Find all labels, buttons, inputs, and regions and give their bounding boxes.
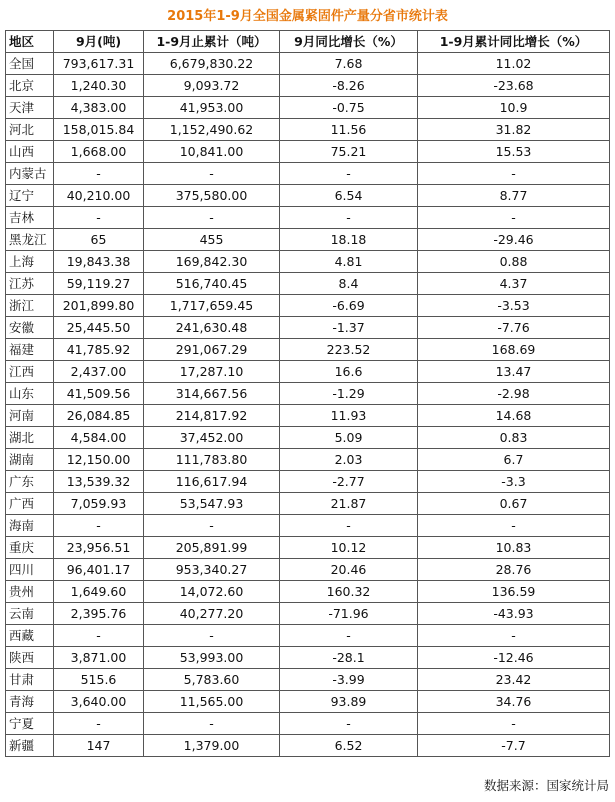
region-cell: 安徽 (6, 317, 54, 339)
cumulative-yoy-cell: 23.42 (418, 669, 610, 691)
production-table (5, 30, 610, 757)
region-cell: 海南 (6, 515, 54, 537)
cumulative-yoy-cell: 0.88 (418, 251, 610, 273)
september-yoy-cell: -6.69 (280, 295, 418, 317)
september-yoy-cell: -3.99 (280, 669, 418, 691)
cumulative-cell: - (144, 713, 280, 735)
cumulative-yoy-cell: -12.46 (418, 647, 610, 669)
region-cell: 甘肃 (6, 669, 54, 691)
september-yoy-cell: -1.37 (280, 317, 418, 339)
table-row (6, 603, 610, 625)
september-cell: 41,785.92 (54, 339, 144, 361)
cumulative-cell: 953,340.27 (144, 559, 280, 581)
september-cell: 59,119.27 (54, 273, 144, 295)
cumulative-cell: 241,630.48 (144, 317, 280, 339)
september-yoy-cell: 20.46 (280, 559, 418, 581)
cumulative-cell: 9,093.72 (144, 75, 280, 97)
region-cell: 湖南 (6, 449, 54, 471)
september-cell: 3,871.00 (54, 647, 144, 669)
table-row (6, 691, 610, 713)
table-row (6, 581, 610, 603)
region-cell: 广西 (6, 493, 54, 515)
cumulative-cell: 11,565.00 (144, 691, 280, 713)
september-yoy-cell: 11.93 (280, 405, 418, 427)
table-row (6, 493, 610, 515)
september-cell: 12,150.00 (54, 449, 144, 471)
cumulative-cell: 41,953.00 (144, 97, 280, 119)
region-cell: 重庆 (6, 537, 54, 559)
table-row (6, 75, 610, 97)
cumulative-yoy-cell: 10.9 (418, 97, 610, 119)
september-cell: - (54, 515, 144, 537)
cumulative-yoy-cell: 31.82 (418, 119, 610, 141)
cumulative-yoy-cell: 28.76 (418, 559, 610, 581)
table-row (6, 559, 610, 581)
region-cell: 江西 (6, 361, 54, 383)
region-cell: 贵州 (6, 581, 54, 603)
table-row (6, 317, 610, 339)
september-yoy-cell: 4.81 (280, 251, 418, 273)
cumulative-cell: 375,580.00 (144, 185, 280, 207)
september-cell: 25,445.50 (54, 317, 144, 339)
cumulative-yoy-cell: - (418, 163, 610, 185)
september-cell: 793,617.31 (54, 53, 144, 75)
september-yoy-cell: - (280, 163, 418, 185)
table-row (6, 449, 610, 471)
cumulative-cell: 14,072.60 (144, 581, 280, 603)
cumulative-cell: 516,740.45 (144, 273, 280, 295)
table-row (6, 361, 610, 383)
table-body (6, 53, 610, 757)
table-row (6, 713, 610, 735)
region-cell: 天津 (6, 97, 54, 119)
cumulative-yoy-cell: -7.76 (418, 317, 610, 339)
cumulative-cell: 314,667.56 (144, 383, 280, 405)
september-yoy-cell: -2.77 (280, 471, 418, 493)
table-row (6, 647, 610, 669)
table-row (6, 229, 610, 251)
cumulative-yoy-cell: 6.7 (418, 449, 610, 471)
cumulative-yoy-cell: 10.83 (418, 537, 610, 559)
cumulative-yoy-cell: -7.7 (418, 735, 610, 757)
cumulative-yoy-cell: -43.93 (418, 603, 610, 625)
cumulative-yoy-cell: -2.98 (418, 383, 610, 405)
table-row (6, 669, 610, 691)
cumulative-cell: 40,277.20 (144, 603, 280, 625)
region-cell: 云南 (6, 603, 54, 625)
cumulative-yoy-cell: - (418, 625, 610, 647)
table-row (6, 295, 610, 317)
september-yoy-cell: 2.03 (280, 449, 418, 471)
september-yoy-cell: 10.12 (280, 537, 418, 559)
september-yoy-cell: 21.87 (280, 493, 418, 515)
september-cell: 23,956.51 (54, 537, 144, 559)
september-cell: 19,843.38 (54, 251, 144, 273)
table-row (6, 405, 610, 427)
region-cell: 湖北 (6, 427, 54, 449)
september-cell: 515.6 (54, 669, 144, 691)
cumulative-yoy-cell: 0.67 (418, 493, 610, 515)
september-yoy-cell: - (280, 207, 418, 229)
header-cumulative-yoy: 1-9月累计同比增长（%） (418, 31, 610, 53)
september-cell: 65 (54, 229, 144, 251)
region-cell: 黑龙江 (6, 229, 54, 251)
cumulative-yoy-cell: 168.69 (418, 339, 610, 361)
cumulative-yoy-cell: -3.3 (418, 471, 610, 493)
cumulative-cell: 214,817.92 (144, 405, 280, 427)
september-yoy-cell: 93.89 (280, 691, 418, 713)
header-september-yoy: 9月同比增长（%） (280, 31, 418, 53)
cumulative-cell: 53,993.00 (144, 647, 280, 669)
cumulative-cell: 1,379.00 (144, 735, 280, 757)
september-cell: 2,395.76 (54, 603, 144, 625)
cumulative-yoy-cell: 34.76 (418, 691, 610, 713)
september-cell: 40,210.00 (54, 185, 144, 207)
cumulative-cell: 53,547.93 (144, 493, 280, 515)
header-cumulative: 1-9月止累计（吨） (144, 31, 280, 53)
table-row (6, 383, 610, 405)
september-yoy-cell: - (280, 515, 418, 537)
cumulative-yoy-cell: -3.53 (418, 295, 610, 317)
september-yoy-cell: 223.52 (280, 339, 418, 361)
region-cell: 河北 (6, 119, 54, 141)
cumulative-yoy-cell: 8.77 (418, 185, 610, 207)
september-cell: 3,640.00 (54, 691, 144, 713)
september-yoy-cell: 160.32 (280, 581, 418, 603)
september-cell: 4,584.00 (54, 427, 144, 449)
cumulative-yoy-cell: 15.53 (418, 141, 610, 163)
header-region: 地区 (6, 31, 54, 53)
region-cell: 全国 (6, 53, 54, 75)
cumulative-yoy-cell: 14.68 (418, 405, 610, 427)
cumulative-cell: 455 (144, 229, 280, 251)
september-yoy-cell: -8.26 (280, 75, 418, 97)
region-cell: 四川 (6, 559, 54, 581)
cumulative-yoy-cell: - (418, 713, 610, 735)
september-cell: 26,084.85 (54, 405, 144, 427)
cumulative-cell: 37,452.00 (144, 427, 280, 449)
september-cell: 4,383.00 (54, 97, 144, 119)
september-cell: 1,240.30 (54, 75, 144, 97)
region-cell: 福建 (6, 339, 54, 361)
region-cell: 上海 (6, 251, 54, 273)
cumulative-yoy-cell: 136.59 (418, 581, 610, 603)
cumulative-yoy-cell: 4.37 (418, 273, 610, 295)
table-row (6, 537, 610, 559)
cumulative-cell: - (144, 163, 280, 185)
september-cell: 96,401.17 (54, 559, 144, 581)
table-header-row (6, 31, 610, 53)
cumulative-yoy-cell: -29.46 (418, 229, 610, 251)
cumulative-cell: 205,891.99 (144, 537, 280, 559)
cumulative-yoy-cell: - (418, 207, 610, 229)
table-row (6, 185, 610, 207)
table-row (6, 339, 610, 361)
region-cell: 宁夏 (6, 713, 54, 735)
september-cell: - (54, 207, 144, 229)
table-title: 2015年1-9月全国金属紧固件产量分省市统计表 (167, 9, 448, 24)
table-row (6, 119, 610, 141)
region-cell: 江苏 (6, 273, 54, 295)
september-yoy-cell: 7.68 (280, 53, 418, 75)
september-cell: - (54, 163, 144, 185)
september-yoy-cell: -1.29 (280, 383, 418, 405)
table-row (6, 163, 610, 185)
table-row (6, 427, 610, 449)
september-cell: 1,649.60 (54, 581, 144, 603)
cumulative-cell: 17,287.10 (144, 361, 280, 383)
cumulative-cell: 1,717,659.45 (144, 295, 280, 317)
region-cell: 北京 (6, 75, 54, 97)
region-cell: 山西 (6, 141, 54, 163)
september-cell: - (54, 625, 144, 647)
table-row (6, 53, 610, 75)
region-cell: 内蒙古 (6, 163, 54, 185)
september-yoy-cell: 11.56 (280, 119, 418, 141)
cumulative-cell: 5,783.60 (144, 669, 280, 691)
header-september: 9月(吨) (54, 31, 144, 53)
table-row (6, 735, 610, 757)
table-row (6, 471, 610, 493)
september-cell: 147 (54, 735, 144, 757)
table-row (6, 515, 610, 537)
cumulative-cell: - (144, 625, 280, 647)
region-cell: 青海 (6, 691, 54, 713)
september-cell: 41,509.56 (54, 383, 144, 405)
september-cell: 1,668.00 (54, 141, 144, 163)
region-cell: 西藏 (6, 625, 54, 647)
september-yoy-cell: - (280, 625, 418, 647)
cumulative-cell: 169,842.30 (144, 251, 280, 273)
cumulative-yoy-cell: 13.47 (418, 361, 610, 383)
cumulative-yoy-cell: 11.02 (418, 53, 610, 75)
september-yoy-cell: 16.6 (280, 361, 418, 383)
cumulative-cell: - (144, 207, 280, 229)
cumulative-yoy-cell: - (418, 515, 610, 537)
table-row (6, 625, 610, 647)
september-cell: 201,899.80 (54, 295, 144, 317)
september-yoy-cell: - (280, 713, 418, 735)
region-cell: 河南 (6, 405, 54, 427)
september-cell: 13,539.32 (54, 471, 144, 493)
table-row (6, 97, 610, 119)
september-cell: 158,015.84 (54, 119, 144, 141)
september-yoy-cell: 8.4 (280, 273, 418, 295)
cumulative-yoy-cell: 0.83 (418, 427, 610, 449)
region-cell: 吉林 (6, 207, 54, 229)
september-yoy-cell: 75.21 (280, 141, 418, 163)
september-yoy-cell: -0.75 (280, 97, 418, 119)
cumulative-yoy-cell: -23.68 (418, 75, 610, 97)
cumulative-cell: 6,679,830.22 (144, 53, 280, 75)
september-cell: 2,437.00 (54, 361, 144, 383)
table-row (6, 141, 610, 163)
september-cell: 7,059.93 (54, 493, 144, 515)
cumulative-cell: - (144, 515, 280, 537)
september-yoy-cell: 5.09 (280, 427, 418, 449)
cumulative-cell: 111,783.80 (144, 449, 280, 471)
region-cell: 陕西 (6, 647, 54, 669)
cumulative-cell: 291,067.29 (144, 339, 280, 361)
table-row (6, 273, 610, 295)
september-cell: - (54, 713, 144, 735)
september-yoy-cell: -71.96 (280, 603, 418, 625)
september-yoy-cell: 6.52 (280, 735, 418, 757)
september-yoy-cell: -28.1 (280, 647, 418, 669)
region-cell: 浙江 (6, 295, 54, 317)
region-cell: 辽宁 (6, 185, 54, 207)
cumulative-cell: 10,841.00 (144, 141, 280, 163)
september-yoy-cell: 18.18 (280, 229, 418, 251)
table-row (6, 251, 610, 273)
cumulative-cell: 1,152,490.62 (144, 119, 280, 141)
table-row (6, 207, 610, 229)
cumulative-cell: 116,617.94 (144, 471, 280, 493)
region-cell: 山东 (6, 383, 54, 405)
region-cell: 新疆 (6, 735, 54, 757)
september-yoy-cell: 6.54 (280, 185, 418, 207)
region-cell: 广东 (6, 471, 54, 493)
data-source-note: 数据来源：国家统计局 (483, 778, 609, 793)
